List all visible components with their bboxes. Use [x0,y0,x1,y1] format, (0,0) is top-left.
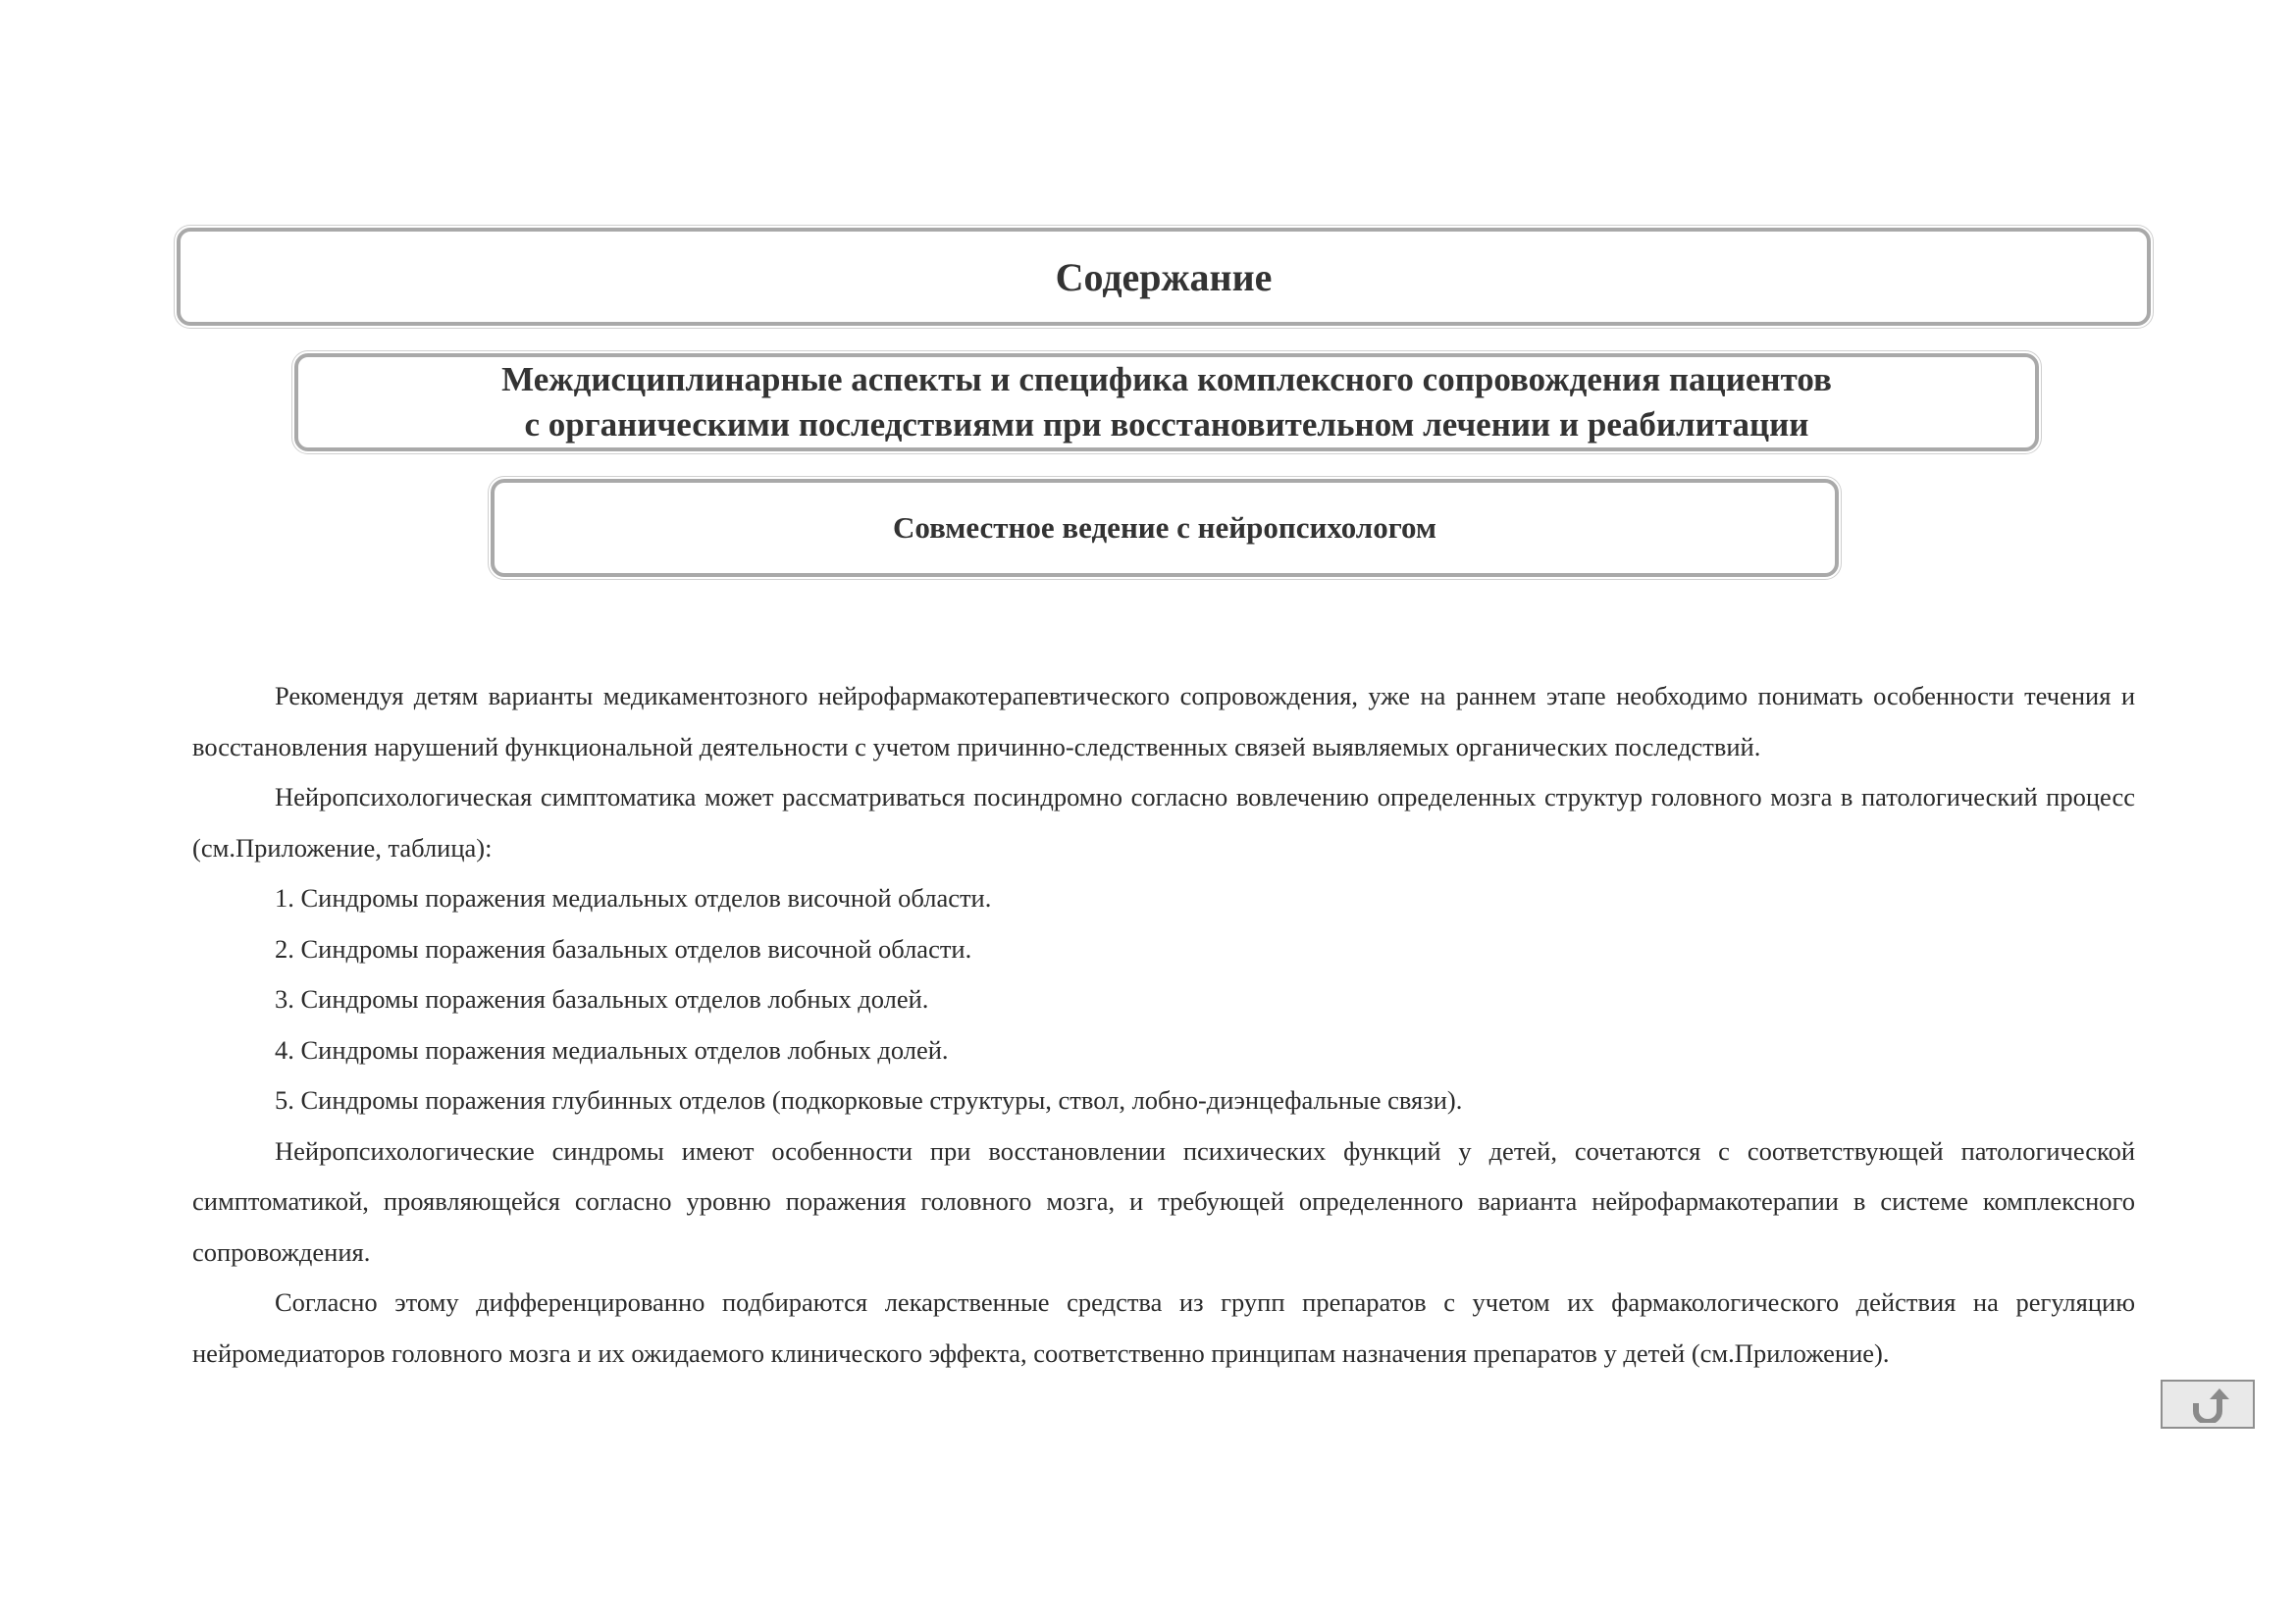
list-item: 4. Синдромы поражения медиальных отделов лобных долей. [275,1034,949,1065]
contents-title: Содержание [1055,254,1273,299]
subsection-title: Совместное ведение с нейропсихологом [892,510,1437,545]
subsection-header[interactable] [491,479,1839,577]
section-title [501,357,1832,447]
paragraph-syndromes: Нейропсихологические синдромы имеют особенности при восстановлении психических функций у детей, сочетаются с соответствующей патологической симптоматикой, проявляющейся согласно уровню поражения головного мозга, и требующей определенного варианта нейрофармакотерапии в системе комплексного сопровождения. [192,1135,2135,1267]
syndrome-list [192,873,2135,1126]
list-item: 2. Синдромы поражения базальных отделов височной области. [275,933,972,964]
section-title-line-2: с органическими последствиями при восстановительном лечении и реабилитации [524,405,1809,444]
u-turn-arrow-icon [2186,1386,2229,1423]
list-item: 3. Синдромы поражения базальных отделов лобных долей. [275,984,929,1014]
paragraph-drugs: Согласно этому дифференцированно подбираются лекарственные средства из групп препаратов с учетом их фармакологического действия на регуляцию нейромедиаторов головного мозга и их ожидаемого клинического эффекта, соответственно принципам назначения препаратов у детей (см.Приложение). [192,1287,2135,1368]
section-header[interactable] [294,353,2039,451]
back-to-contents-button[interactable] [2161,1380,2255,1429]
paragraph-symptoms: Нейропсихологическая симптоматика может рассматриваться посиндромно согласно вовлечению определенных структур головного мозга в патологический процесс (см.Приложение, таблица): [192,782,2135,863]
paragraph-intro: Рекомендуя детям варианты медикаментозного нейрофармакотерапевтического сопровождения, уже на раннем этапе необходимо понимать особенности течения и восстановления нарушений функциональной деятельности с учетом причинно-следственных связей выявляемых органических последствий. [192,681,2135,761]
section-title-line-1: Междисциплинарные аспекты и специфика комплексного сопровождения пациентов [501,360,1832,398]
list-item: 1. Синдромы поражения медиальных отделов височной области. [275,883,992,913]
contents-header[interactable] [177,228,2151,326]
body-text [192,671,2135,1379]
list-item: 5. Синдромы поражения глубинных отделов (подкорковые структуры, ствол, лобно-диэнцефальные связи). [275,1085,1463,1115]
